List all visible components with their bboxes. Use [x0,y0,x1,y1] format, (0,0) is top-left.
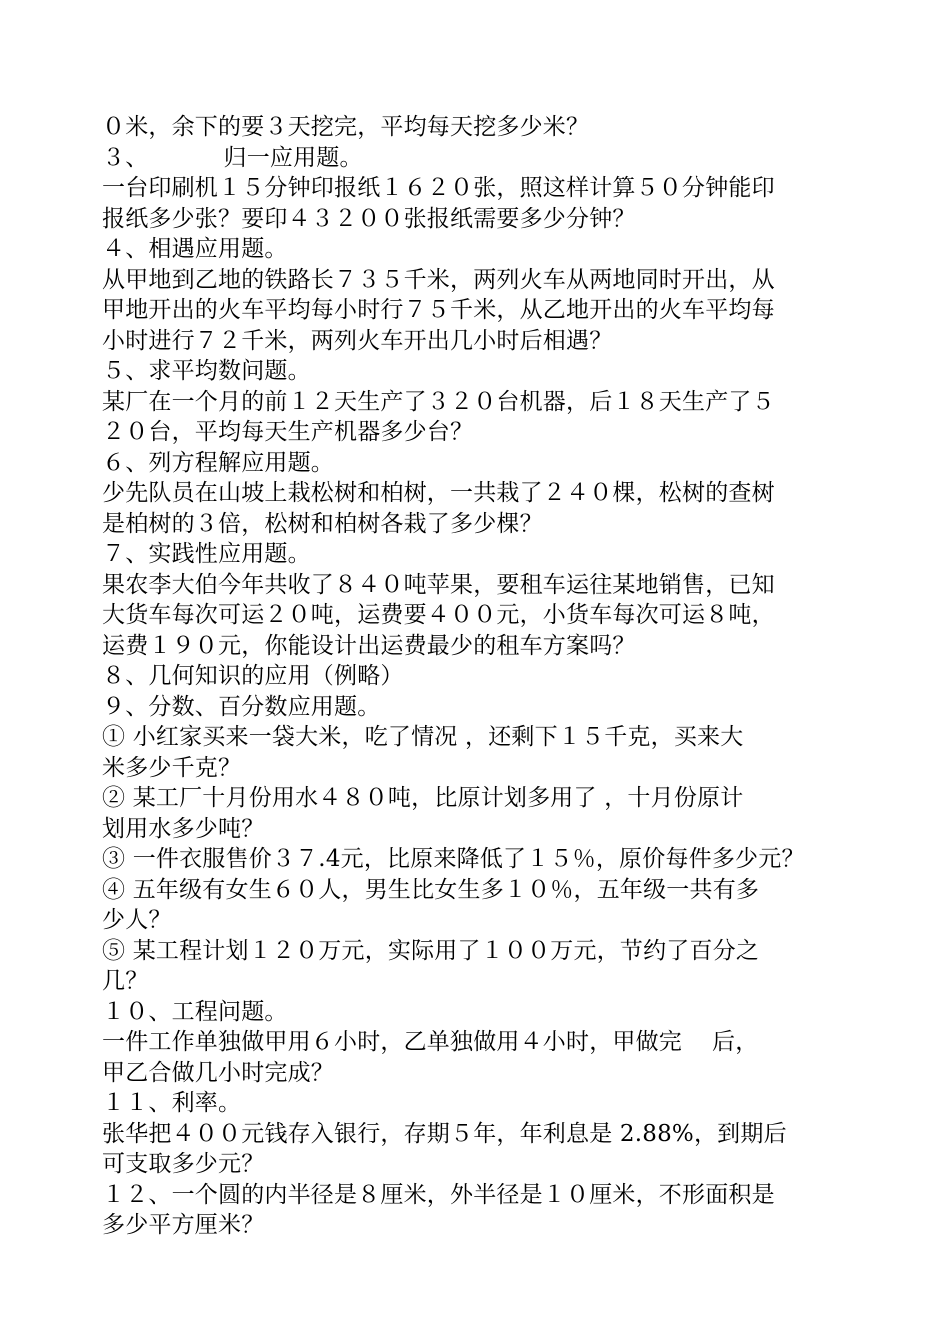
text-line: 是柏树的３倍，松树和柏树各栽了多少棵？ [102,510,543,537]
section-heading-8: ８、几何知识的应用（例略） [102,663,404,689]
text-line: 划用水多少吨？ [102,815,265,842]
section-heading-4: ４、相遇应用题。 [102,236,288,262]
text-line: ０米，余下的要３天挖完，平均每天挖多少米？ [102,114,590,140]
text-line: 果农李大伯今年共收了８４０吨苹果，要租车运往某地销售，已知 [102,571,775,598]
section-heading-11: １１、利率。 [102,1090,242,1116]
section-heading-7: ７、实践性应用题。 [102,541,311,567]
text-line: 运费１９０元，你能设计出运费最少的租车方案吗？ [102,632,636,659]
text-line: 少人？ [102,907,172,933]
text-line: 小时进行７２千米，两列火车开出几小时后相遇？ [102,327,613,354]
section-heading-5: ５、求平均数问题。 [102,358,311,384]
problem-item-2: ② 某工厂十月份用水４８０吨，比原计划多用了 ，十月份原计 [102,785,744,811]
text-line: 张华把４００元钱存入银行，存期５年，年利息是 2.88%，到期后 [102,1120,787,1147]
problem-item-5: ⑤ 某工程计划１２０万元，实际用了１００万元，节约了百分之 [102,937,760,964]
section-heading-9: ９、分数、百分数应用题。 [102,693,381,720]
text-line: 一件工作单独做甲用６小时，乙单独做用４小时，甲做完 后， [102,1029,759,1055]
text-line: 从甲地到乙地的铁路长７３５千米，两列火车从两地同时开出，从 [102,266,775,293]
section-heading-6: ６、列方程解应用题。 [102,449,334,476]
text-line: 一台印刷机１５分钟印报纸１６２０张，照这样计算５０分钟能印 [102,175,775,201]
text-line: 报纸多少张？要印４３２００张报纸需要多少分钟？ [102,205,636,232]
text-line: 甲乙合做几小时完成？ [102,1059,334,1086]
text-line: 多少平方厘米？ [102,1212,265,1238]
text-line: 几？ [102,968,149,994]
problem-item-4: ④ 五年级有女生６０人，男生比女生多１０％，五年级一共有多 [102,876,760,903]
problem-item-3: ③ 一件衣服售价３７.4元，比原来降低了１５％，原价每件多少元？ [102,846,805,872]
text-line: 甲地开出的火车平均每小时行７５千米，从乙地开出的火车平均每 [102,297,775,323]
section-heading-3: ３、 归一应用题。 [102,144,363,171]
text-line: 某厂在一个月的前１２天生产了３２０台机器，后１８天生产了５ [102,388,775,415]
section-heading-12: １２、一个圆的内半径是８厘米，外半径是１０厘米，不形面积是 [102,1181,775,1208]
text-line: 可支取多少元？ [102,1151,265,1177]
problem-item-1: ① 小红家买来一袋大米，吃了情况 ，还剩下１５千克，买来大 [102,724,744,750]
document-body [102,112,862,1241]
text-line: 大货车每次可运２０吨，运费要４００元，小货车每次可运８吨， [102,602,775,628]
text-line: 少先队员在山坡上栽松树和柏树，一共栽了２４０棵，松树的查树 [102,480,775,506]
text-line: ２０台，平均每天生产机器多少台？ [102,419,474,445]
text-line: 米多少千克？ [102,754,242,781]
section-heading-10: １０、工程问题。 [102,998,288,1025]
